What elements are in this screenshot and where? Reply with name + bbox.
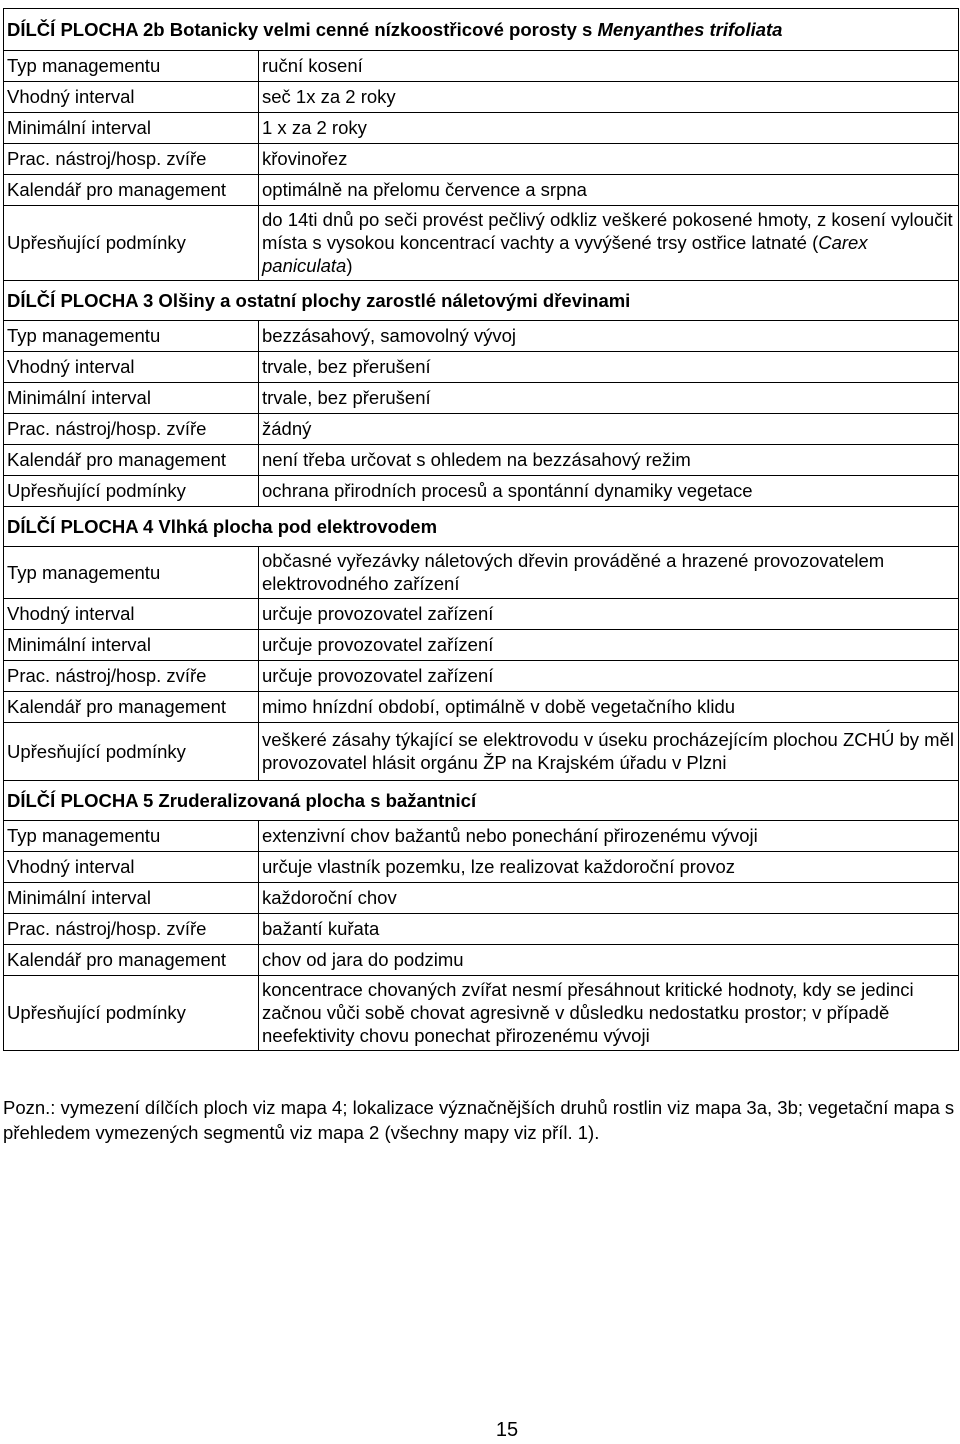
table-row — [4, 113, 959, 144]
management-table — [3, 8, 959, 1051]
section-title-italic: Menyanthes trifoliata — [597, 18, 783, 40]
row-label: Kalendář pro management — [4, 445, 259, 476]
row-label: Typ managementu — [4, 51, 259, 82]
section-title-text: DÍLČÍ PLOCHA 2b Botanicky velmi cenné nízkoostřicové porosty s — [7, 18, 593, 40]
footnote: Pozn.: vymezení dílčích ploch viz mapa 4; lokalizace význačnějších druhů rostlin viz mapa 3a, 3b; vegetační mapa s přehledem vymezených segmentů viz mapa 2 (všechny mapy viz příl. 1). — [3, 1097, 955, 1143]
row-label: Kalendář pro management — [4, 945, 259, 976]
row-value: bažantí kuřata — [259, 914, 959, 945]
row-value: mimo hnízdní období, optimálně v době vegetačního klidu — [259, 692, 959, 723]
row-value: každoroční chov — [259, 883, 959, 914]
table-row — [4, 883, 959, 914]
table-row — [4, 206, 959, 281]
table-row — [4, 321, 959, 352]
row-label: Typ managementu — [4, 821, 259, 852]
row-value: trvale, bez přerušení — [259, 352, 959, 383]
row-label: Minimální interval — [4, 630, 259, 661]
row-value: trvale, bez přerušení — [259, 383, 959, 414]
section-title-row — [4, 781, 959, 821]
row-value: koncentrace chovaných zvířat nesmí přesáhnout kritické hodnoty, kdy se jedinci začnou vůči sobě chovat agresivně v důsledku nedostatku prostor; v případě neefektivity chovu ponechat přirozenému vývoji — [259, 976, 959, 1051]
table-row — [4, 547, 959, 599]
section-title: DÍLČÍ PLOCHA 4 Vlhká plocha pod elektrovodem — [4, 507, 959, 547]
table-row — [4, 945, 959, 976]
row-label: Upřesňující podmínky — [4, 206, 259, 281]
row-value-text: do 14ti dnů po seči provést pečlivý odkliz veškeré pokosené hmoty, z kosení vyloučit místa s vysokou koncentrací vachty a vyvýšené trsy ostřice latnaté ( — [262, 209, 953, 253]
table-row — [4, 414, 959, 445]
table-row — [4, 51, 959, 82]
row-value: 1 x za 2 roky — [259, 113, 959, 144]
row-label: Upřesňující podmínky — [4, 976, 259, 1051]
section-title: DÍLČÍ PLOCHA 5 Zruderalizovaná plocha s bažantnicí — [4, 781, 959, 821]
section-title — [4, 9, 959, 51]
table-row — [4, 144, 959, 175]
row-label: Minimální interval — [4, 383, 259, 414]
table-row — [4, 599, 959, 630]
row-value: chov od jara do podzimu — [259, 945, 959, 976]
row-label: Kalendář pro management — [4, 175, 259, 206]
section-title-row — [4, 507, 959, 547]
table-row — [4, 914, 959, 945]
row-value: žádný — [259, 414, 959, 445]
row-label: Minimální interval — [4, 883, 259, 914]
section-title: DÍLČÍ PLOCHA 3 Olšiny a ostatní plochy zarostlé náletovými dřevinami — [4, 281, 959, 321]
section-title-row — [4, 9, 959, 51]
row-label: Prac. nástroj/hosp. zvíře — [4, 914, 259, 945]
row-label: Kalendář pro management — [4, 692, 259, 723]
table-row — [4, 630, 959, 661]
row-label: Upřesňující podmínky — [4, 476, 259, 507]
row-value: není třeba určovat s ohledem na bezzásahový režim — [259, 445, 959, 476]
row-label: Vhodný interval — [4, 852, 259, 883]
page-number: 15 — [495, 1419, 519, 1441]
row-value: určuje provozovatel zařízení — [259, 661, 959, 692]
row-value: ochrana přirodních procesů a spontánní dynamiky vegetace — [259, 476, 959, 507]
row-label: Prac. nástroj/hosp. zvíře — [4, 144, 259, 175]
row-value-after: ) — [346, 255, 353, 276]
table-row — [4, 175, 959, 206]
row-value: křovinořez — [259, 144, 959, 175]
row-label: Prac. nástroj/hosp. zvíře — [4, 661, 259, 692]
row-label: Vhodný interval — [4, 599, 259, 630]
row-value: extenzivní chov bažantů nebo ponechání přirozenému vývoji — [259, 821, 959, 852]
row-value-italic: Carex paniculata — [262, 232, 868, 276]
management-document — [3, 8, 958, 1051]
row-value — [259, 206, 959, 281]
row-value: bezzásahový, samovolný vývoj — [259, 321, 959, 352]
row-label: Upřesňující podmínky — [4, 723, 259, 781]
table-row — [4, 723, 959, 781]
section-title-row — [4, 281, 959, 321]
row-value: ruční kosení — [259, 51, 959, 82]
row-value: občasné vyřezávky náletových dřevin prováděné a hrazené provozovatelem elektrovodného zařízení — [259, 547, 959, 599]
table-row — [4, 661, 959, 692]
row-value: určuje vlastník pozemku, lze realizovat každoroční provoz — [259, 852, 959, 883]
row-label: Vhodný interval — [4, 82, 259, 113]
table-row — [4, 976, 959, 1051]
row-value: optimálně na přelomu července a srpna — [259, 175, 959, 206]
row-label: Prac. nástroj/hosp. zvíře — [4, 414, 259, 445]
row-value: určuje provozovatel zařízení — [259, 630, 959, 661]
table-row — [4, 821, 959, 852]
table-row — [4, 383, 959, 414]
table-row — [4, 445, 959, 476]
table-row — [4, 852, 959, 883]
table-row — [4, 476, 959, 507]
table-row — [4, 692, 959, 723]
row-label: Vhodný interval — [4, 352, 259, 383]
row-value: určuje provozovatel zařízení — [259, 599, 959, 630]
row-label: Minimální interval — [4, 113, 259, 144]
row-value: veškeré zásahy týkající se elektrovodu v úseku procházejícím plochou ZCHÚ by měl provozovatel hlásit orgánu ŽP na Krajském úřadu v Plzni — [259, 723, 959, 781]
row-label: Typ managementu — [4, 547, 259, 599]
table-row — [4, 82, 959, 113]
row-label: Typ managementu — [4, 321, 259, 352]
row-value: seč 1x za 2 roky — [259, 82, 959, 113]
table-row — [4, 352, 959, 383]
